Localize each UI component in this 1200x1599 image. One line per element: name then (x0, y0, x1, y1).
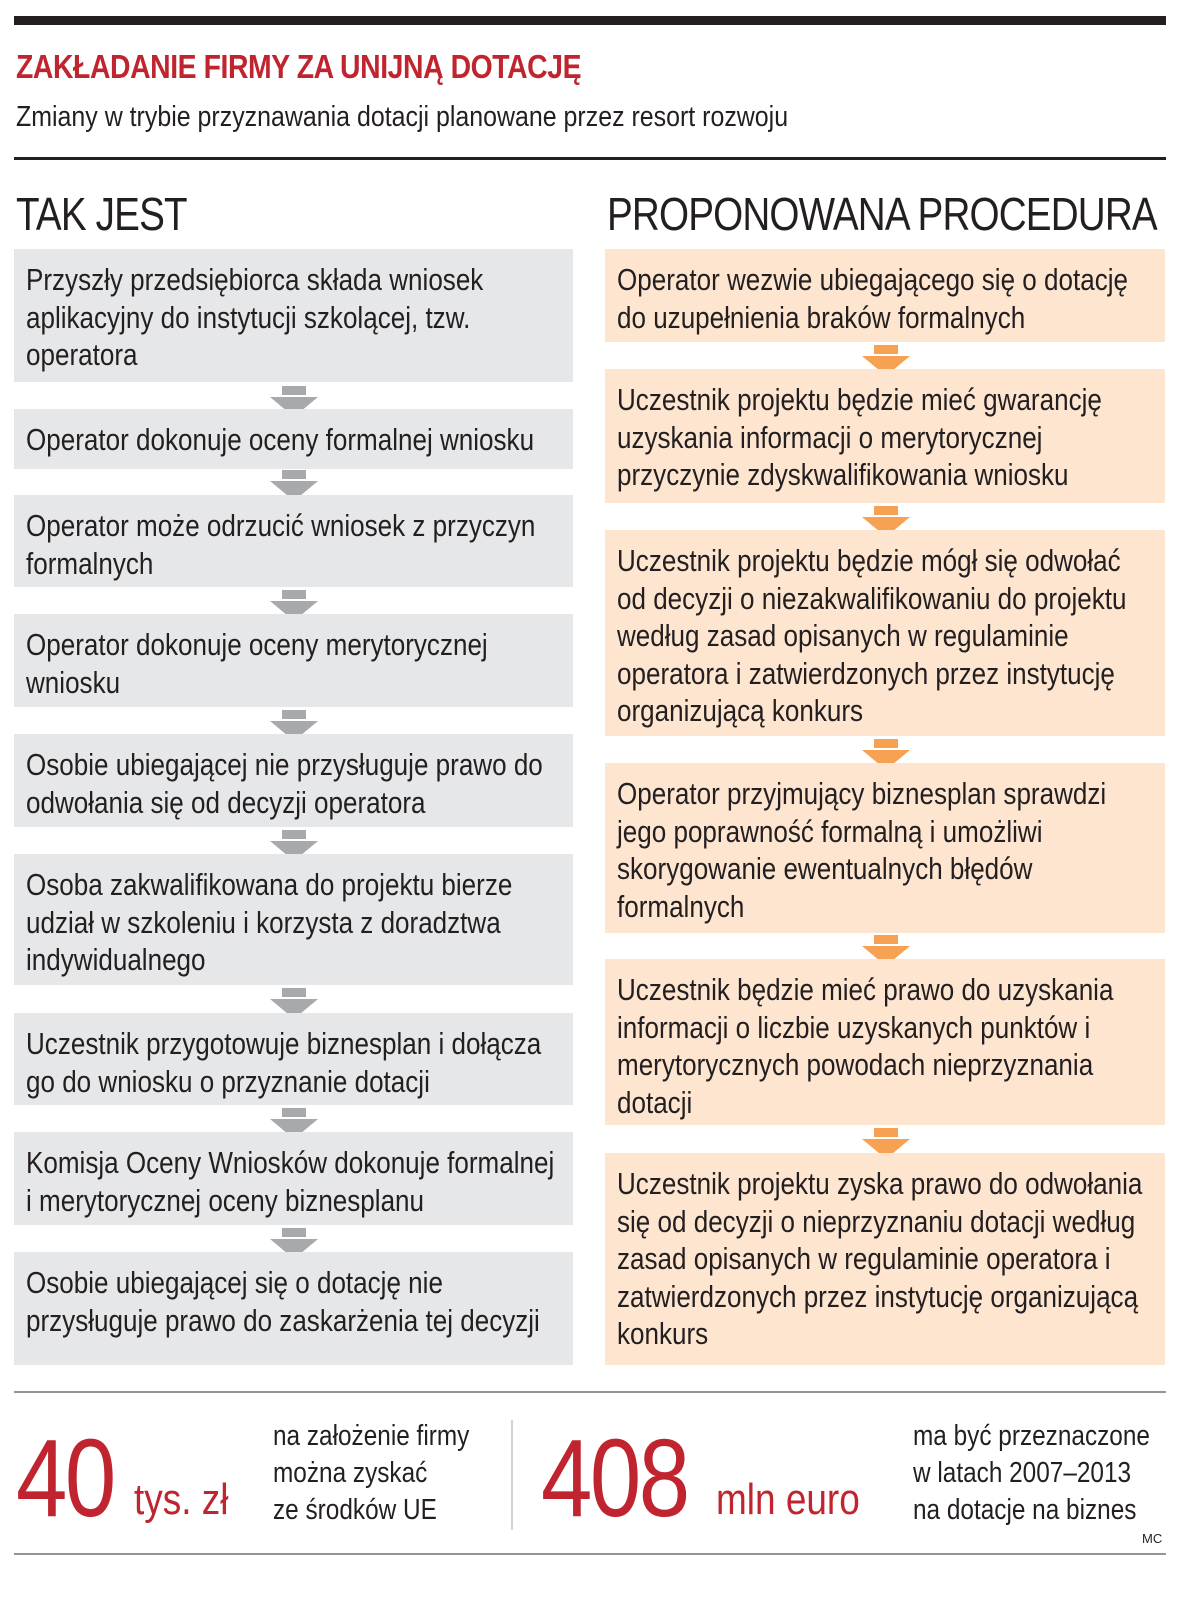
page-title: ZAKŁADANIE FIRMY ZA UNIJNĄ DOTACJĘ (16, 48, 582, 85)
proposed-step-3 (605, 530, 1165, 736)
current-step-6-text: Osoba zakwalifikowana do projektu bierze udział w szkoleniu i korzysta z doradztwa indywidualnego (26, 867, 513, 977)
current-step-9 (14, 1252, 573, 1365)
proposed-step-5-text: Uczestnik będzie mieć prawo do uzyskania informacji o liczbie uzyskanych punktów i merytorycznych powodach nieprzyznania dotacji (617, 972, 1114, 1120)
stat-left-desc (273, 1418, 469, 1529)
current-step-8 (14, 1132, 573, 1225)
stat-left-desc-line-3: ze środków UE (273, 1494, 437, 1526)
current-step-7 (14, 1013, 573, 1105)
proposed-step-5 (605, 959, 1165, 1125)
stat-right-desc-line-3: na dotacje na biznes (913, 1494, 1137, 1526)
stat-right-desc-line-1: ma być przeznaczone (913, 1420, 1150, 1452)
current-step-5-text: Osobie ubiegającej nie przysługuje prawo do odwołania się od decyzji operatora (26, 747, 543, 820)
proposed-step-1 (605, 249, 1165, 342)
author-credit: MC (1142, 1531, 1163, 1546)
current-step-6 (14, 854, 573, 985)
stats-divider (511, 1420, 513, 1530)
top-rule (14, 16, 1166, 25)
current-step-3 (14, 495, 573, 587)
stat-left-unit: tys. zł (134, 1475, 229, 1524)
current-step-1 (14, 249, 573, 382)
stat-left-desc-line-1: na założenie firmy (273, 1420, 470, 1452)
proposed-step-4-text: Operator przyjmujący biznesplan sprawdzi jego poprawność formalną i umożliwi skorygowanie ewentualnych błędów formalnych (617, 776, 1107, 924)
bottom-rule (14, 1553, 1166, 1555)
right-column-heading: PROPONOWANA PROCEDURA (607, 188, 1157, 240)
proposed-step-6-text: Uczestnik projektu zyska prawo do odwołania się od decyzji o nieprzyznaniu dotacji według zasad opisanych w regulaminie operatora i zatwierdzonych przez instytucję organizującą konkurs (617, 1166, 1143, 1351)
stat-right-value: 408 (541, 1417, 688, 1540)
current-step-4 (14, 614, 573, 707)
proposed-step-6 (605, 1153, 1165, 1365)
stats-rule (14, 1391, 1166, 1393)
stat-left-value: 40 (16, 1417, 114, 1540)
proposed-step-2 (605, 369, 1165, 503)
stat-right-desc-line-2: w latach 2007–2013 (913, 1457, 1132, 1489)
stat-right-desc (913, 1418, 1150, 1529)
current-step-9-text: Osobie ubiegającej się o dotację nie przysługuje prawo do zaskarżenia tej decyzji (26, 1265, 540, 1338)
page-subtitle: Zmiany w trybie przyznawania dotacji planowane przez resort rozwoju (16, 101, 789, 133)
proposed-step-4 (605, 763, 1165, 933)
proposed-step-2-text: Uczestnik projektu będzie mieć gwarancję uzyskania informacji o merytorycznej przyczynie zdyskwalifikowania wniosku (617, 382, 1102, 492)
current-step-1-text: Przyszły przedsiębiorca składa wniosek aplikacyjny do instytucji szkolącej, tzw. operatora (26, 262, 484, 372)
current-step-5 (14, 734, 573, 827)
header-rule (14, 157, 1166, 160)
stat-right-unit: mln euro (716, 1475, 860, 1524)
proposed-step-3-text: Uczestnik projektu będzie mógł się odwołać od decyzji o niezakwalifikowaniu do projektu według zasad opisanych w regulaminie operatora i zatwierdzonych przez instytucję organizującą konkurs (617, 543, 1127, 728)
current-step-2 (14, 409, 573, 469)
current-step-7-text: Uczestnik przygotowuje biznesplan i dołącza go do wniosku o przyznanie dotacji (26, 1026, 542, 1099)
current-step-3-text: Operator może odrzucić wniosek z przyczyn formalnych (26, 508, 536, 581)
current-step-8-text: Komisja Oceny Wniosków dokonuje formalnej i merytorycznej oceny biznesplanu (26, 1145, 555, 1218)
left-column-heading: TAK JEST (16, 188, 187, 240)
stat-left-desc-line-2: można zyskać (273, 1457, 428, 1489)
proposed-step-1-text: Operator wezwie ubiegającego się o dotację do uzupełnienia braków formalnych (617, 262, 1128, 335)
current-step-2-text: Operator dokonuje oceny formalnej wniosku (26, 422, 535, 457)
current-step-4-text: Operator dokonuje oceny merytorycznej wniosku (26, 627, 488, 700)
